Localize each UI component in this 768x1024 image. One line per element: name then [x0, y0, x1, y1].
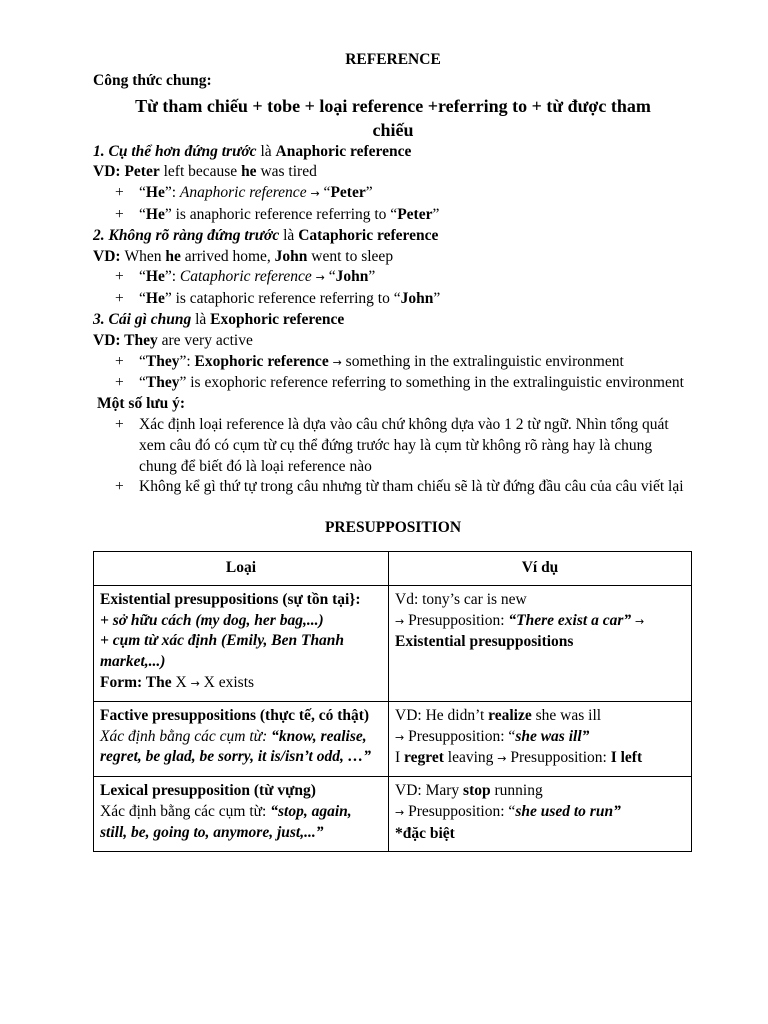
table-row	[94, 701, 692, 776]
notes-label: Một số lưu ý:	[97, 395, 186, 413]
arrow-icon: →	[190, 676, 200, 690]
factive-type-cell: Factive presuppositions (thực tế, có thật) Xác định bằng các cụm từ: “know, realise, regret, be glad, be sorry, it is/isn’t odd, …”	[94, 701, 389, 776]
note-2: + Không kể gì thứ tự trong câu nhưng từ tham chiếu sẽ là từ đứng đầu câu của câu viết lại	[115, 478, 684, 496]
formula: Từ tham chiếu + tobe + loại reference +referring to + từ được tham chiếu	[135, 95, 651, 140]
lexical-example-cell: VD: Mary stop running → Presupposition: “she used to run” *đặc biệt	[389, 777, 692, 851]
exophoric-bullet-1: + “They”: Exophoric reference → something in the extralinguistic environment	[115, 352, 624, 370]
table-header-row	[94, 551, 692, 585]
existential-example-cell: Vd: tony’s car is new → Presupposition: “There exist a car” → Existential presuppositions	[389, 585, 692, 701]
spacer	[93, 498, 693, 518]
factive-example-cell: VD: He didn’t realize she was ill → Presupposition: “she was ill” I regret leaving → Presupposition: I left	[389, 701, 692, 776]
cataphoric-bullet-2: + “He” is cataphoric reference referring to “John”	[115, 290, 441, 308]
note-1: + Xác định loại reference là dựa vào câu chứ không dựa vào 1 2 từ ngữ. Nhìn tổng quát xem câu đó có cụm từ cụ thể đứng trước hay là cụm từ không rõ ràng hay là chung chung để biết đó là loại reference nào	[115, 415, 669, 475]
document-page	[93, 50, 693, 852]
arrow-icon: →	[310, 187, 320, 201]
arrow-icon: →	[395, 614, 405, 628]
exophoric-example: VD: They are very active	[93, 331, 253, 349]
lexical-type-cell: Lexical presupposition (từ vựng) Xác định bằng các cụm từ: “stop, again, still, be, going to, anymore, just,...”	[94, 777, 389, 851]
anaphoric-bullet-1: + “He”: Anaphoric reference → “Peter”	[115, 184, 373, 202]
arrow-icon: →	[395, 805, 405, 819]
existential-type-cell: Existential presuppositions (sự tồn tại}: + sở hữu cách (my dog, her bag,...) + cụm từ xác định (Emily, Ben Thanh market,...) Form: The X → X exists	[94, 585, 389, 701]
cataphoric-heading: 2. Không rõ ràng đứng trước là Cataphoric reference	[93, 226, 439, 244]
reference-title: REFERENCE	[345, 51, 441, 68]
header-example: Ví dụ	[389, 551, 692, 585]
arrow-icon: →	[315, 271, 325, 285]
header-type: Loại	[94, 551, 389, 585]
presupposition-title: PRESUPPOSITION	[324, 519, 462, 537]
arrow-icon: →	[395, 730, 405, 744]
presupposition-table	[93, 551, 692, 852]
general-formula-label: Công thức chung:	[93, 71, 212, 89]
exophoric-heading: 3. Cái gì chung là Exophoric reference	[93, 310, 345, 328]
cataphoric-example: VD: When he arrived home, John went to sleep	[93, 247, 394, 265]
arrow-icon: →	[332, 355, 342, 369]
exophoric-bullet-2: + “They” is exophoric reference referring to something in the extralinguistic environment	[115, 374, 684, 392]
cataphoric-bullet-1: + “He”: Cataphoric reference → “John”	[115, 268, 376, 286]
table-row	[94, 585, 692, 701]
anaphoric-bullet-2: + “He” is anaphoric reference referring to “Peter”	[115, 205, 440, 223]
table-row	[94, 777, 692, 851]
anaphoric-heading: 1. Cụ thể hơn đứng trước là Anaphoric reference	[93, 142, 412, 160]
arrow-icon: →	[635, 614, 645, 628]
anaphoric-example: VD: Peter left because he was tired	[93, 163, 317, 181]
arrow-icon: →	[497, 752, 507, 766]
